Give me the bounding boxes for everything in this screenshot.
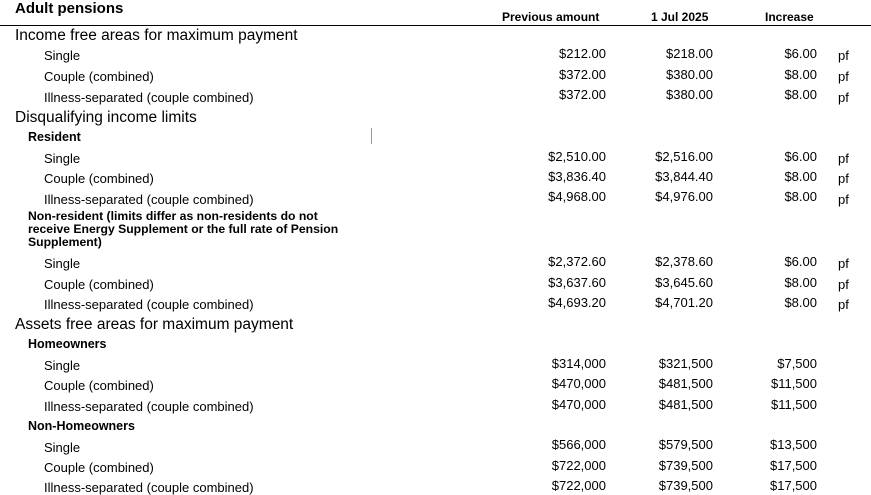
cell-increase: $8.00 [784,275,817,290]
cell-increase: $17,500 [770,478,817,493]
flag-pf: pf [838,151,849,166]
cell-increase: $8.00 [784,67,817,82]
subsection-resident: Resident [28,130,81,144]
flag-pf: pf [838,48,849,63]
cell-previous: $3,637.60 [548,275,606,290]
section-assets-free: Assets free areas for maximum payment [15,316,294,333]
cell-current: $2,378.60 [655,254,713,269]
cell-increase: $8.00 [784,169,817,184]
header-previous-amount: Previous amount [502,10,600,24]
cell-increase: $13,500 [770,437,817,452]
cell-current: $380.00 [666,67,713,82]
cell-previous: $722,000 [551,458,606,473]
cell-increase: $7,500 [777,356,817,371]
cell-increase: $11,500 [770,397,817,412]
flag-pf: pf [838,277,849,292]
cell-previous: $2,372.60 [548,254,606,269]
header-divider [0,25,871,26]
row-label: Illness-separated (couple combined) [44,192,254,207]
cell-previous: $470,000 [551,397,606,412]
row-label: Single [44,440,81,455]
cell-current: $481,500 [658,376,713,391]
cell-increase: $6.00 [784,46,817,61]
row-label: Illness-separated (couple combined) [44,480,254,495]
text-cursor [371,128,372,144]
cell-current: $2,516.00 [655,149,713,164]
subsection-non-resident: Non-resident (limits differ as non-residents do not receive Energy Supplement or the full rate of Pension Supplement) [28,209,339,249]
row-label: Couple (combined) [44,171,154,186]
cell-increase: $6.00 [784,149,817,164]
cell-current: $4,976.00 [655,189,713,204]
cell-current: $739,500 [658,458,713,473]
cell-increase: $6.00 [784,254,817,269]
cell-previous: $470,000 [551,376,606,391]
cell-previous: $372.00 [559,67,606,82]
cell-current: $218.00 [666,46,713,61]
row-label: Single [44,256,81,271]
cell-previous: $722,000 [551,478,606,493]
row-label: Couple (combined) [44,69,154,84]
cell-current: $4,701.20 [655,295,713,310]
cell-current: $481,500 [658,397,713,412]
row-label: Illness-separated (couple combined) [44,90,254,105]
cell-increase: $8.00 [784,87,817,102]
row-label: Illness-separated (couple combined) [44,399,254,414]
cell-previous: $314,000 [551,356,606,371]
header-date: 1 Jul 2025 [651,10,709,24]
cell-previous: $212.00 [559,46,606,61]
cell-current: $380.00 [666,87,713,102]
row-label: Single [44,358,81,373]
row-label: Couple (combined) [44,277,154,292]
cell-current: $3,645.60 [655,275,713,290]
cell-increase: $11,500 [770,376,817,391]
cell-increase: $17,500 [770,458,817,473]
subsection-homeowners: Homeowners [28,337,107,351]
section-disqualifying: Disqualifying income limits [15,109,197,126]
cell-previous: $4,693.20 [548,295,606,310]
row-label: Couple (combined) [44,378,154,393]
cell-current: $3,844.40 [655,169,713,184]
cell-current: $739,500 [658,478,713,493]
flag-pf: pf [838,297,849,312]
flag-pf: pf [838,90,849,105]
page-title: Adult pensions [15,0,124,17]
cell-previous: $566,000 [551,437,606,452]
cell-previous: $3,836.40 [548,169,606,184]
flag-pf: pf [838,192,849,207]
flag-pf: pf [838,256,849,271]
cell-previous: $372.00 [559,87,606,102]
row-label: Single [44,48,81,63]
flag-pf: pf [838,171,849,186]
cell-current: $321,500 [658,356,713,371]
subsection-non-homeowners: Non-Homeowners [28,419,135,433]
cell-increase: $8.00 [784,295,817,310]
row-label: Couple (combined) [44,460,154,475]
row-label: Single [44,151,81,166]
flag-pf: pf [838,69,849,84]
row-label: Illness-separated (couple combined) [44,297,254,312]
cell-increase: $8.00 [784,189,817,204]
cell-previous: $2,510.00 [548,149,606,164]
cell-previous: $4,968.00 [548,189,606,204]
section-income-free: Income free areas for maximum payment [15,27,298,44]
cell-current: $579,500 [658,437,713,452]
header-increase: Increase [765,10,814,24]
